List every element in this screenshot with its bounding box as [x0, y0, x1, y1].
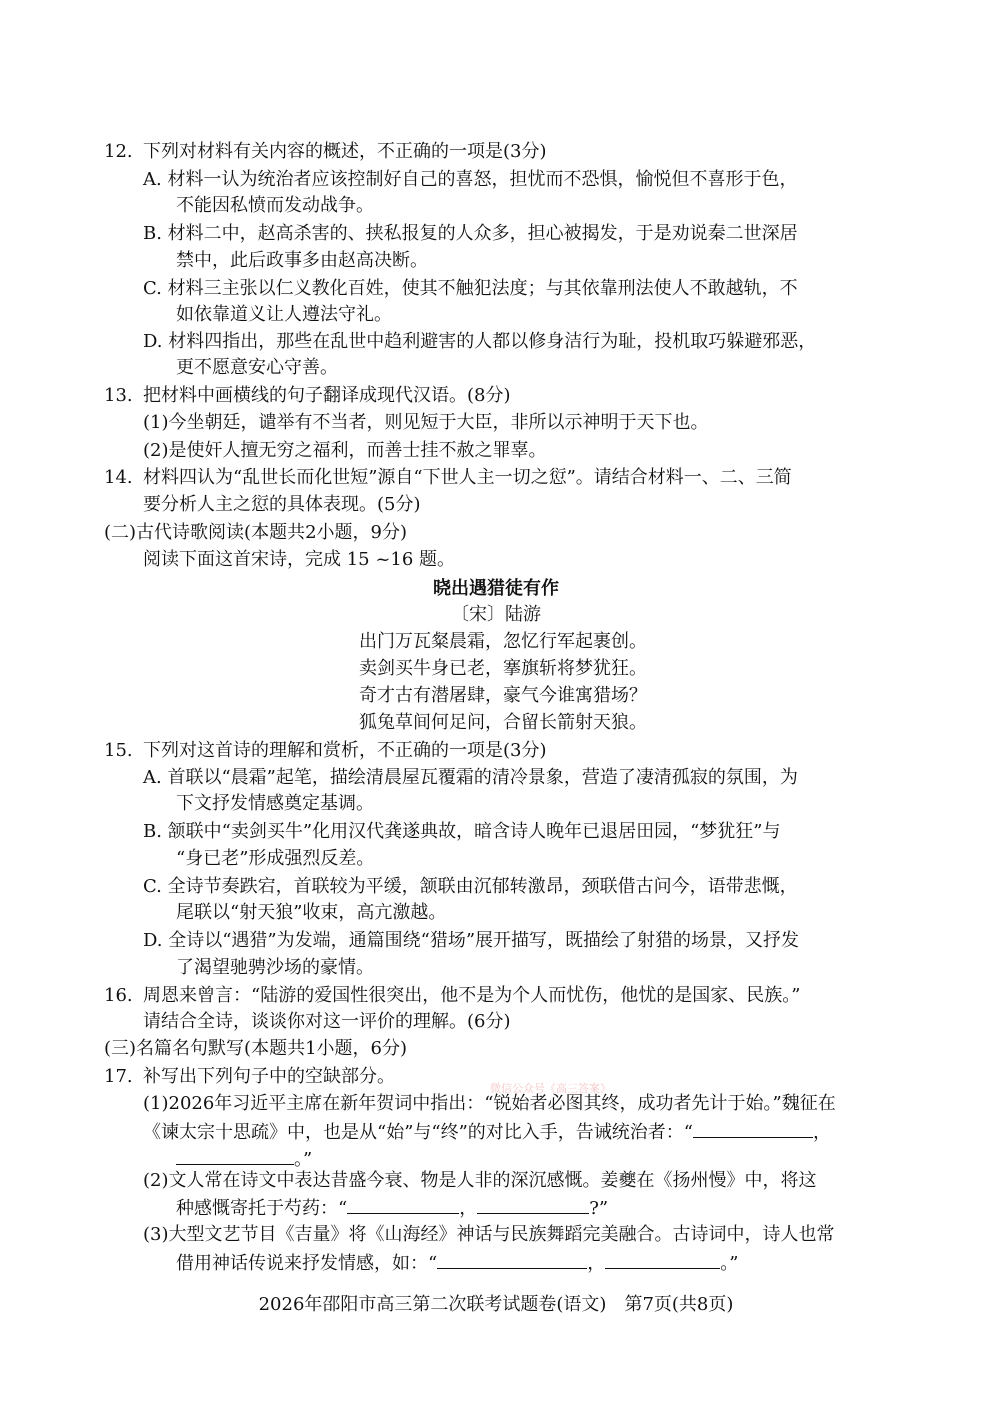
- punctuation: ?”: [589, 1198, 609, 1219]
- q15-option-a: A. 首联以“晨霜”起笔，描绘清晨屋瓦覆霜的清冷景象，营造了凄清孤寂的氛围，为: [143, 767, 798, 788]
- q12-option-d-cont: 更不愿意安心守善。: [176, 357, 338, 378]
- poem-title: 晓出遇猎徒有作: [433, 578, 559, 599]
- q15-option-c: C. 全诗节奏跌宕，首联较为平缓，颔联由沉郁转激昂，颈联借古问今，语带悲慨，: [143, 876, 798, 897]
- q15-option-d: D. 全诗以“遇猎”为发端，通篇围绕“猎场”展开描写，既描绘了射猎的场景，又抒发: [143, 930, 800, 951]
- q14-number: 14.: [104, 467, 133, 488]
- page-footer: 2026年邵阳市高三第二次联考试题卷(语文) 第7页(共8页): [258, 1294, 734, 1315]
- q17-part-3-line-2: [176, 1250, 738, 1277]
- punctuation: 。”: [294, 1149, 313, 1170]
- q12-option-a-cont: 不能因私愤而发动战争。: [176, 195, 374, 216]
- poem-line: 卖剑买牛身已老，搴旗斩将梦犹狂。: [359, 658, 647, 679]
- q15-option-b-cont: “身已老”形成强烈反差。: [176, 848, 375, 869]
- q17-number: 17.: [104, 1066, 133, 1087]
- answer-blank[interactable]: [176, 1146, 294, 1165]
- section-2-intro: 阅读下面这首宋诗，完成 15 ~16 题。: [143, 549, 456, 570]
- q15-option-d-cont: 了渴望驰骋沙场的豪情。: [176, 957, 374, 978]
- q13-number: 13.: [104, 385, 133, 406]
- poem-author: 〔宋〕陆游: [451, 604, 541, 625]
- answer-blank[interactable]: [347, 1195, 459, 1214]
- q12-option-d: D. 材料四指出，那些在乱世中趋利避害的人都以修身洁行为耻，投机取巧躲避邪恶，: [143, 331, 817, 352]
- q17-part-1-line-1: (1)2026年习近平主席在新年贺词中指出：“锐始者必图其终，成功者先计于始。”魏征在: [143, 1093, 836, 1114]
- answer-blank[interactable]: [693, 1119, 813, 1138]
- q16-number: 16.: [104, 985, 133, 1006]
- q15-stem: 下列对这首诗的理解和赏析，不正确的一项是(3分): [143, 740, 547, 761]
- q15-option-b: B. 颔联中“卖剑买牛”化用汉代龚遂典故，暗含诗人晚年已退居田园，“梦犹狂”与: [143, 821, 781, 842]
- punctuation: 。”: [720, 1253, 739, 1274]
- q17-part-1-text: 《谏太宗十思疏》中，也是从“始”与“终”的对比入手，告诫统治者：“: [143, 1122, 694, 1143]
- q13-sentence-1: (1)今坐朝廷，谴举有不当者，则见短于大臣，非所以示神明于天下也。: [143, 412, 709, 433]
- section-2-heading: (二)古代诗歌阅读(本题共2小题，9分): [104, 522, 407, 543]
- q17-stem: 补写出下列句子中的空缺部分。: [143, 1066, 395, 1087]
- section-3-heading: (三)名篇名句默写(本题共1小题，6分): [104, 1038, 407, 1059]
- punctuation: ，: [813, 1122, 832, 1143]
- q17-part-2-line-1: (2)文人常在诗文中表达昔盛今衰、物是人非的深沉感慨。姜夔在《扬州慢》中，将这: [143, 1170, 817, 1191]
- q15-option-c-cont: 尾联以“射天狼”收束，高亢激越。: [176, 902, 447, 923]
- q12-option-b-cont: 禁中，此后政事多由赵高决断。: [176, 250, 428, 271]
- q17-part-2-text: 种感慨寄托于芍药：“: [176, 1198, 348, 1219]
- answer-blank[interactable]: [605, 1250, 720, 1269]
- q13-sentence-2: (2)是使奸人擅无穷之福利，而善士挂不赦之罪辜。: [143, 440, 547, 461]
- q17-part-3-line-1: (3)大型文艺节目《吉量》将《山海经》神话与民族舞蹈完美融合。古诗词中，诗人也常: [143, 1224, 835, 1245]
- q12-option-c: C. 材料三主张以仁义教化百姓，使其不触犯法度；与其依靠刑法使人不敢越轨，不: [143, 278, 798, 299]
- q12-number: 12.: [104, 141, 133, 162]
- poem-line: 出门万瓦粲晨霜，忽忆行军起裹创。: [359, 631, 647, 652]
- q16-line-1: 周恩来曾言：“陆游的爱国性很突出，他不是为个人而忧伤，他忧的是国家、民族。”: [143, 985, 801, 1006]
- punctuation: ，: [459, 1198, 478, 1219]
- q15-option-a-cont: 下文抒发情感奠定基调。: [176, 793, 374, 814]
- q17-part-3-text: 借用神话传说来抒发情感，如：“: [176, 1253, 438, 1274]
- q13-stem: 把材料中画横线的句子翻译成现代汉语。(8分): [143, 385, 511, 406]
- q17-part-2-line-2: [176, 1195, 608, 1222]
- answer-blank[interactable]: [437, 1250, 587, 1269]
- watermark: 微信公众号《高三答案》: [490, 1082, 611, 1095]
- punctuation: ，: [587, 1253, 606, 1274]
- q14-line-1: 材料四认为“乱世长而化世短”源自“下世人主一切之愆”。请结合材料一、二、三简: [143, 467, 792, 488]
- q16-line-2: 请结合全诗，谈谈你对这一评价的理解。(6分): [143, 1011, 511, 1032]
- poem-line: 狐兔草间何足问，合留长箭射天狼。: [359, 712, 647, 733]
- q17-part-1-line-2: [143, 1119, 831, 1146]
- q12-stem: 下列对材料有关内容的概述，不正确的一项是(3分): [143, 141, 547, 162]
- q12-option-c-cont: 如依靠道义让人遵法守礼。: [176, 304, 392, 325]
- q12-option-a: A. 材料一认为统治者应该控制好自己的喜怒，担忧而不恐惧，愉悦但不喜形于色，: [143, 169, 798, 190]
- q15-number: 15.: [104, 740, 133, 761]
- q14-line-2: 要分析人主之愆的具体表现。(5分): [143, 494, 421, 515]
- q12-option-b: B. 材料二中，赵高杀害的、挟私报复的人众多，担心被揭发，于是劝说秦二世深居: [143, 223, 798, 244]
- poem-line: 奇才古有潜屠肆，豪气今谁寓猎场？: [359, 685, 647, 706]
- answer-blank[interactable]: [477, 1195, 589, 1214]
